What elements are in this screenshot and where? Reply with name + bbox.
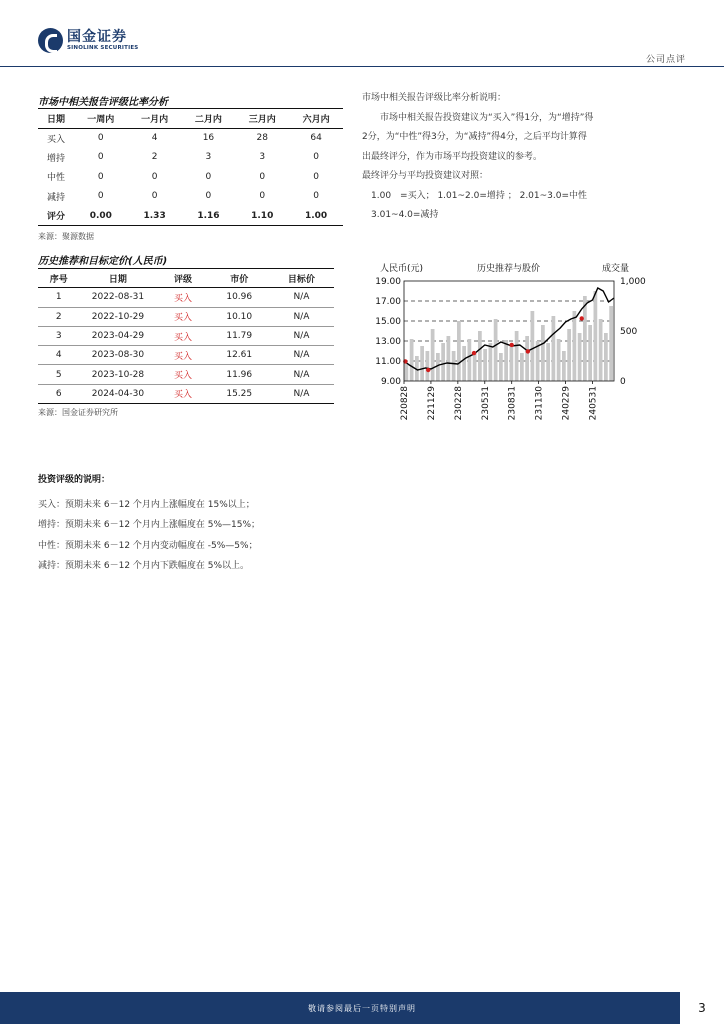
x-tick-label: 230531 <box>480 386 491 421</box>
table-cell: 10.10 <box>210 307 269 326</box>
table-header-row <box>38 109 343 129</box>
page-header <box>0 0 724 68</box>
y2-tick-label: 500 <box>620 327 638 337</box>
table-cell: N/A <box>269 346 334 365</box>
volume-bar <box>478 331 482 381</box>
history-source: 来源：国金证券研究所 <box>38 408 118 417</box>
price-line <box>404 288 614 370</box>
table-cell: 0 <box>259 191 266 202</box>
rating-note <box>362 89 692 226</box>
y-tick-label: 13.00 <box>375 337 401 347</box>
volume-bar <box>473 353 477 381</box>
note-line: 1.00 =买入； 1.01~2.0=增持 ； 2.01~3.0=中性 <box>362 190 588 201</box>
x-tick-label: 231130 <box>534 386 545 421</box>
table-cell: 买入 <box>46 134 65 145</box>
volume-bar <box>468 339 472 381</box>
logo-icon <box>38 28 63 53</box>
rating-cell: 买入 <box>156 307 209 326</box>
page-footer <box>0 992 724 1024</box>
table-row <box>38 288 334 307</box>
note-line: 市场中相关报告评级比率分析说明： <box>362 93 507 103</box>
table-cell: 2 <box>38 307 79 326</box>
y2-tick-label: 0 <box>620 377 626 387</box>
table-cell: 0.00 <box>74 206 128 226</box>
table-row <box>38 346 334 365</box>
table-cell: 评分 <box>38 206 74 226</box>
table-cell: 0 <box>205 171 212 182</box>
x-tick-label: 230831 <box>507 386 518 421</box>
table-cell: 2023-04-29 <box>79 326 156 345</box>
logo-name-en: SINOLINK SECURITIES <box>67 44 139 51</box>
volume-bar <box>557 339 561 381</box>
table-cell: 11.79 <box>210 326 269 345</box>
note-line: 3.01~4.0=减持 <box>362 210 439 220</box>
table-cell: 0 <box>313 152 319 163</box>
y-tick-label: 19.00 <box>375 277 401 287</box>
note-line: 2分，为“中性”得3分，为“减持”得4分，之后平均计算得 <box>362 132 587 142</box>
volume-bar <box>588 325 592 381</box>
volume-bar <box>552 316 556 381</box>
y2-tick-label: 1,000 <box>620 277 646 287</box>
score-row <box>38 206 343 226</box>
rating-definition-line: 减持：预期未来 6－12 个月内下跌幅度在 5%以上。 <box>38 561 250 571</box>
volume-bar <box>609 306 613 381</box>
volume-bar <box>583 296 587 381</box>
column-header: 日期 <box>38 109 74 129</box>
table-cell: 0 <box>151 191 158 202</box>
table-cell: 0 <box>97 133 104 143</box>
chart-title: 历史推荐与股价 <box>477 264 541 274</box>
company-logo <box>38 28 138 53</box>
table-cell: 4 <box>151 133 158 143</box>
volume-bar <box>452 351 456 381</box>
rating-cell: 买入 <box>156 346 209 365</box>
volume-bar <box>525 336 529 381</box>
volume-bar <box>604 333 608 381</box>
column-header: 三月内 <box>235 109 289 129</box>
recommendation-marker <box>579 316 583 320</box>
table-cell: 28 <box>256 133 268 143</box>
table-cell: 0 <box>97 171 104 182</box>
history-table <box>38 268 334 404</box>
volume-bar <box>573 311 577 381</box>
y-tick-label: 9.00 <box>380 377 401 387</box>
volume-bar <box>441 343 445 381</box>
y-tick-label: 15.00 <box>375 317 401 327</box>
rating-cell: 买入 <box>156 288 209 307</box>
table-cell: 16 <box>202 133 215 143</box>
table-cell: 0 <box>97 152 104 163</box>
table-cell: 0 <box>313 191 319 202</box>
table-cell: N/A <box>269 326 334 345</box>
rating-cell: 买入 <box>156 326 209 345</box>
volume-bar <box>541 325 545 381</box>
volume-bar <box>431 329 435 381</box>
table-cell: 增持 <box>46 153 65 164</box>
table-cell: 12.61 <box>210 346 269 365</box>
recommendation-marker <box>426 368 430 372</box>
column-header: 一月内 <box>128 109 182 129</box>
volume-bar <box>494 319 498 381</box>
table-cell: N/A <box>269 307 334 326</box>
table-cell: N/A <box>269 384 334 403</box>
table-row <box>38 384 334 403</box>
table-row <box>38 187 343 207</box>
table-cell: 2 <box>151 152 158 163</box>
history-title: 历史推荐和目标定价(人民币) <box>38 256 168 267</box>
table-row <box>38 128 343 148</box>
volume-bar <box>405 363 409 381</box>
x-tick-label: 230228 <box>453 386 464 421</box>
volume-bar <box>546 343 550 381</box>
rating-stats-source: 来源：聚源数据 <box>38 232 94 241</box>
table-cell: 2024-04-30 <box>79 384 156 403</box>
footer-disclaimer-link: 敬请参阅最后一页特别声明 <box>308 1004 416 1013</box>
y-tick-label: 11.00 <box>375 357 401 367</box>
header-divider <box>0 66 724 67</box>
x-tick-label: 221129 <box>426 386 437 421</box>
column-header: 评级 <box>156 269 209 288</box>
volume-bar <box>436 353 440 381</box>
table-row <box>38 167 343 187</box>
volume-bar <box>410 339 414 381</box>
column-header: 六月内 <box>289 109 343 129</box>
table-cell: 5 <box>38 365 79 384</box>
column-header: 目标价 <box>269 269 334 288</box>
table-cell: 中性 <box>46 173 65 184</box>
rating-cell: 买入 <box>156 384 209 403</box>
volume-bar <box>426 351 430 381</box>
table-cell: 3 <box>259 152 266 163</box>
table-cell: 2023-08-30 <box>79 346 156 365</box>
x-tick-label: 220828 <box>400 386 410 421</box>
volume-bar <box>562 351 566 381</box>
table-cell: 15.25 <box>210 384 269 403</box>
volume-bar <box>531 311 535 381</box>
logo-name-cn: 国金证券 <box>67 28 127 45</box>
table-cell: 0 <box>97 191 104 202</box>
table-cell: N/A <box>269 365 334 384</box>
volume-bar <box>520 353 524 381</box>
volume-bar <box>420 346 424 381</box>
table-cell: 4 <box>38 346 79 365</box>
note-line: 出最终评分，作为市场平均投资建议的参考。 <box>362 151 543 162</box>
table-cell: 1 <box>38 288 79 307</box>
volume-bar <box>489 343 493 381</box>
table-row <box>38 365 334 384</box>
x-tick-label: 240229 <box>561 386 572 421</box>
rating-definition-line: 买入：预期未来 6－12 个月内上涨幅度在 15%以上； <box>38 499 255 510</box>
rating-stats-table <box>38 108 343 226</box>
volume-bar <box>499 353 503 381</box>
table-cell: 3 <box>38 326 79 345</box>
volume-bar <box>578 333 582 381</box>
table-cell: 11.96 <box>210 365 269 384</box>
rating-definition-line: 增持：预期未来 6－12 个月内上涨幅度在 5%—15%； <box>38 520 261 530</box>
table-cell: 0 <box>205 191 212 202</box>
y-tick-label: 17.00 <box>375 297 401 307</box>
volume-bar <box>515 331 519 381</box>
note-line: 市场中相关报告投资建议为“买入”得1分，为“增持”得 <box>362 112 594 123</box>
table-cell: 10.96 <box>210 288 269 307</box>
table-cell: 6 <box>38 384 79 403</box>
volume-bar <box>594 291 598 381</box>
table-cell: 1.16 <box>182 206 236 226</box>
table-row <box>38 148 343 168</box>
table-cell: 1.00 <box>289 206 343 226</box>
rating-stats-title: 市场中相关报告评级比率分析 <box>38 97 168 108</box>
y2-axis-label: 成交量 <box>602 264 630 274</box>
recommendation-marker <box>509 343 513 347</box>
column-header: 日期 <box>79 269 156 288</box>
rating-definition-title: 投资评级的说明： <box>38 475 111 485</box>
table-cell: 1.10 <box>235 206 289 226</box>
column-header: 一周内 <box>74 109 128 129</box>
volume-bar <box>447 336 451 381</box>
table-cell: 0 <box>151 171 158 182</box>
table-cell: 1.33 <box>128 206 182 226</box>
document-type: 公司点评 <box>645 55 686 65</box>
volume-bar <box>510 346 514 381</box>
page-number: 3 <box>680 992 724 1024</box>
table-cell: 减持 <box>46 192 65 203</box>
table-cell: 64 <box>310 133 322 143</box>
table-cell: 2022-10-29 <box>79 307 156 326</box>
recommendation-marker <box>526 349 530 353</box>
column-header: 二月内 <box>182 109 236 129</box>
rating-cell: 买入 <box>156 365 209 384</box>
table-cell: 3 <box>205 152 212 163</box>
rating-definition <box>38 470 260 577</box>
column-header: 市价 <box>210 269 269 288</box>
price-history-chart <box>362 258 662 428</box>
volume-bar <box>504 340 508 381</box>
table-row <box>38 326 334 345</box>
table-row <box>38 307 334 326</box>
x-tick-label: 240531 <box>588 386 599 421</box>
volume-bar <box>599 319 603 381</box>
volume-bar <box>483 349 487 381</box>
recommendation-marker <box>472 351 476 355</box>
volume-bar <box>567 329 571 381</box>
table-cell: 0 <box>259 171 266 182</box>
table-cell: 0 <box>313 171 319 182</box>
volume-bar <box>457 321 461 381</box>
table-cell: N/A <box>269 288 334 307</box>
column-header: 序号 <box>38 269 79 288</box>
table-header-row <box>38 269 334 288</box>
rating-definition-line: 中性：预期未来 6－12 个月内变动幅度在 -5%—5%； <box>38 540 258 551</box>
table-cell: 2022-08-31 <box>79 288 156 307</box>
table-cell: 2023-10-28 <box>79 365 156 384</box>
note-line: 最终评分与平均投资建议对照： <box>362 171 489 181</box>
y-axis-label: 人民币(元) <box>380 264 424 274</box>
volume-bar <box>462 346 466 381</box>
